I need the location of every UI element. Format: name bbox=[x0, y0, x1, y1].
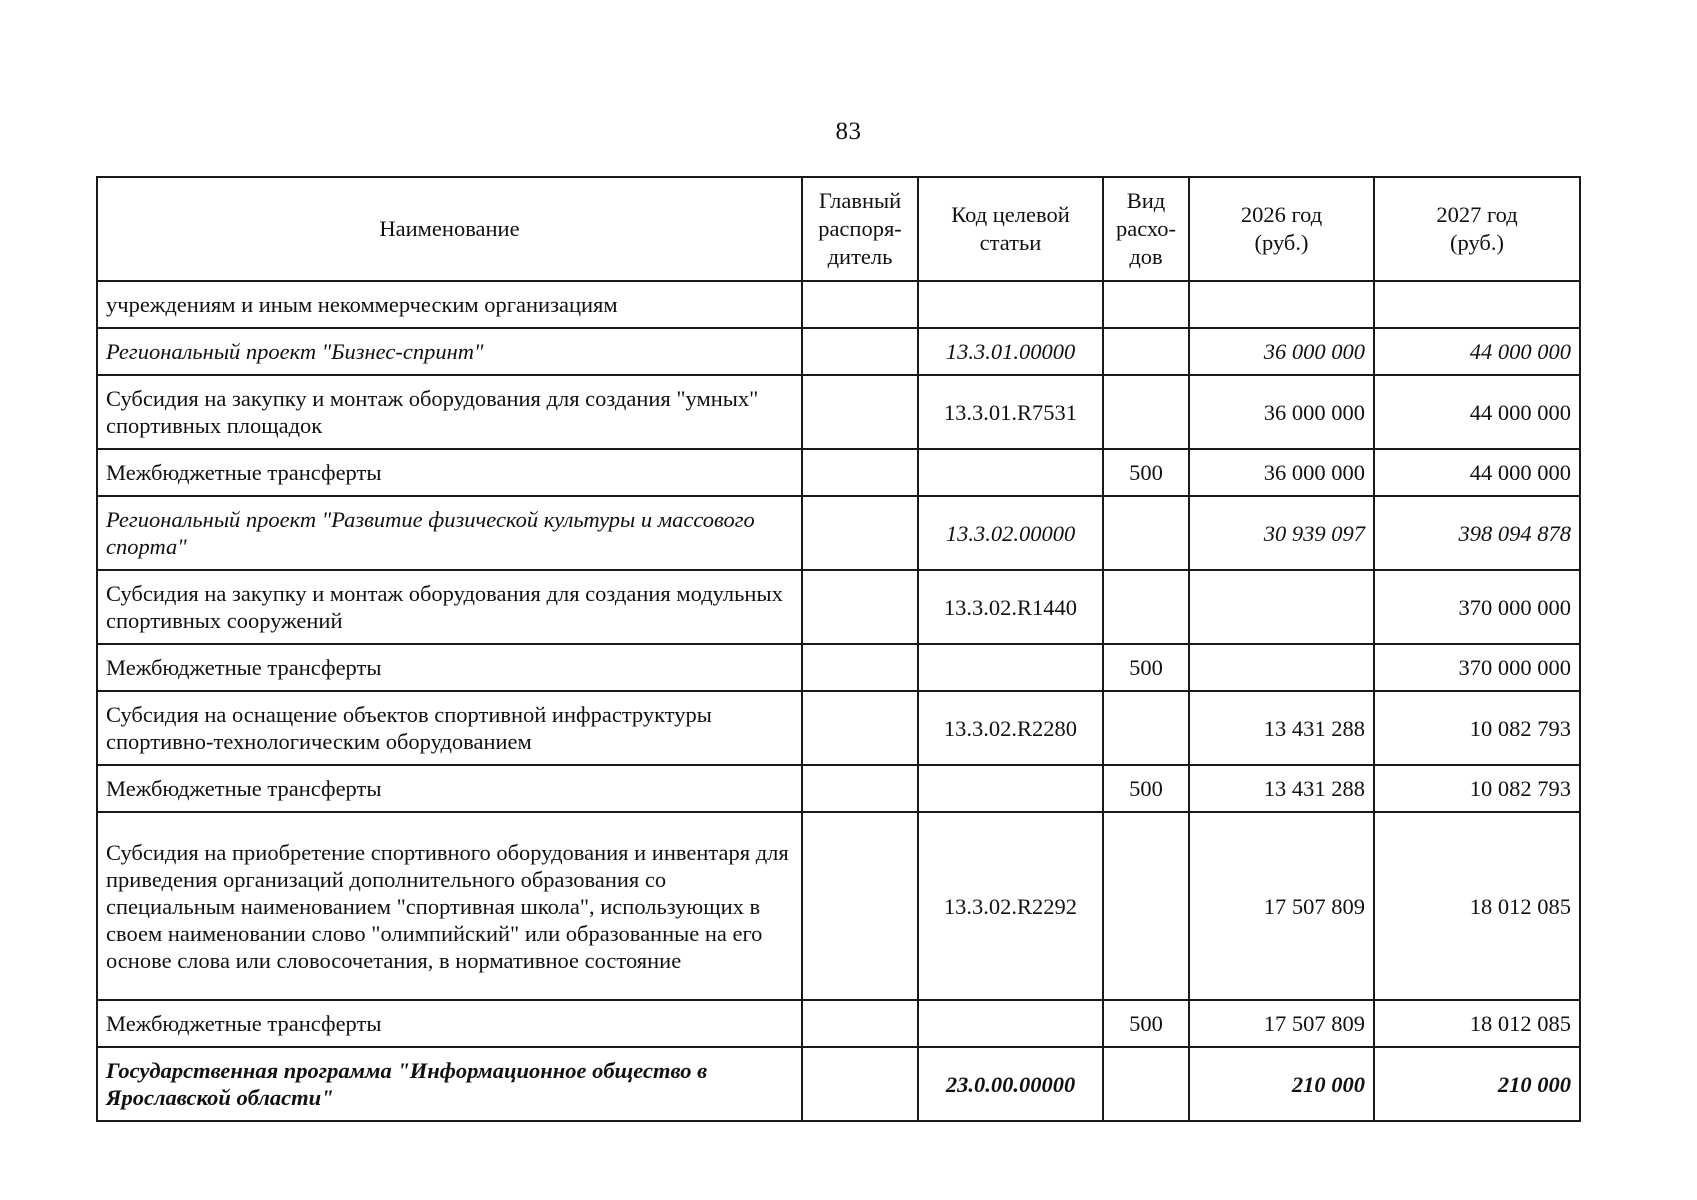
cell-2026: 36 000 000 bbox=[1189, 375, 1374, 449]
cell-kod: 13.3.01.R7531 bbox=[918, 375, 1103, 449]
table-header-row bbox=[97, 177, 1580, 281]
cell-vid bbox=[1103, 570, 1189, 644]
cell-2027: 10 082 793 bbox=[1374, 765, 1580, 812]
cell-name: Субсидия на закупку и монтаж оборудования для создания модульных спортивных сооружений bbox=[97, 570, 802, 644]
cell-2026: 17 507 809 bbox=[1189, 812, 1374, 1000]
table-row bbox=[97, 691, 1580, 765]
cell-glavny bbox=[802, 570, 918, 644]
cell-vid: 500 bbox=[1103, 1000, 1189, 1047]
header-2026: 2026 год (руб.) bbox=[1189, 177, 1374, 281]
cell-2027: 370 000 000 bbox=[1374, 570, 1580, 644]
cell-glavny bbox=[802, 281, 918, 328]
cell-2027: 44 000 000 bbox=[1374, 328, 1580, 375]
cell-2026: 13 431 288 bbox=[1189, 691, 1374, 765]
cell-kod: 13.3.02.R2280 bbox=[918, 691, 1103, 765]
page-number: 83 bbox=[835, 118, 862, 145]
cell-vid bbox=[1103, 812, 1189, 1000]
cell-kod bbox=[918, 1000, 1103, 1047]
cell-kod bbox=[918, 644, 1103, 691]
table-row bbox=[97, 570, 1580, 644]
cell-vid bbox=[1103, 691, 1189, 765]
cell-vid: 500 bbox=[1103, 644, 1189, 691]
table-row bbox=[97, 644, 1580, 691]
cell-kod: 13.3.02.R2292 bbox=[918, 812, 1103, 1000]
cell-kod bbox=[918, 281, 1103, 328]
cell-glavny bbox=[802, 375, 918, 449]
cell-glavny bbox=[802, 812, 918, 1000]
cell-2027: 44 000 000 bbox=[1374, 449, 1580, 496]
cell-2027: 210 000 bbox=[1374, 1047, 1580, 1121]
table-row bbox=[97, 449, 1580, 496]
table-row bbox=[97, 281, 1580, 328]
cell-2026: 13 431 288 bbox=[1189, 765, 1374, 812]
cell-2027: 370 000 000 bbox=[1374, 644, 1580, 691]
cell-glavny bbox=[802, 328, 918, 375]
table-row bbox=[97, 375, 1580, 449]
cell-2027 bbox=[1374, 281, 1580, 328]
cell-2026 bbox=[1189, 281, 1374, 328]
cell-2027: 398 094 878 bbox=[1374, 496, 1580, 570]
table-row bbox=[97, 328, 1580, 375]
cell-name: Межбюджетные трансферты bbox=[97, 644, 802, 691]
cell-name: Субсидия на закупку и монтаж оборудования для создания "умных" спортивных площадок bbox=[97, 375, 802, 449]
cell-2026 bbox=[1189, 570, 1374, 644]
cell-name: Субсидия на оснащение объектов спортивной инфраструктуры спортивно-технологическим оборудованием bbox=[97, 691, 802, 765]
cell-2027: 44 000 000 bbox=[1374, 375, 1580, 449]
cell-vid bbox=[1103, 328, 1189, 375]
cell-kod: 13.3.02.00000 bbox=[918, 496, 1103, 570]
cell-2027: 18 012 085 bbox=[1374, 1000, 1580, 1047]
header-glavny: Главный распоря- дитель bbox=[802, 177, 918, 281]
header-2027: 2027 год (руб.) bbox=[1374, 177, 1580, 281]
table-row bbox=[97, 765, 1580, 812]
cell-glavny bbox=[802, 1000, 918, 1047]
header-kod: Код целевой статьи bbox=[918, 177, 1103, 281]
cell-2026: 36 000 000 bbox=[1189, 449, 1374, 496]
cell-vid bbox=[1103, 496, 1189, 570]
cell-glavny bbox=[802, 765, 918, 812]
header-name: Наименование bbox=[97, 177, 802, 281]
cell-name: учреждениям и иным некоммерческим организациям bbox=[97, 281, 802, 328]
cell-2026: 36 000 000 bbox=[1189, 328, 1374, 375]
cell-2027: 18 012 085 bbox=[1374, 812, 1580, 1000]
cell-name: Межбюджетные трансферты bbox=[97, 765, 802, 812]
table-row bbox=[97, 1000, 1580, 1047]
cell-name: Региональный проект "Бизнес-спринт" bbox=[97, 328, 802, 375]
cell-vid bbox=[1103, 281, 1189, 328]
budget-table bbox=[96, 176, 1581, 1122]
cell-kod bbox=[918, 449, 1103, 496]
header-vid: Вид расхо- дов bbox=[1103, 177, 1189, 281]
cell-glavny bbox=[802, 691, 918, 765]
cell-2027: 10 082 793 bbox=[1374, 691, 1580, 765]
cell-2026: 210 000 bbox=[1189, 1047, 1374, 1121]
cell-name: Межбюджетные трансферты bbox=[97, 449, 802, 496]
table-row bbox=[97, 812, 1580, 1000]
cell-2026 bbox=[1189, 644, 1374, 691]
cell-vid bbox=[1103, 1047, 1189, 1121]
cell-vid: 500 bbox=[1103, 449, 1189, 496]
table-row bbox=[97, 1047, 1580, 1121]
cell-kod: 13.3.01.00000 bbox=[918, 328, 1103, 375]
cell-kod: 13.3.02.R1440 bbox=[918, 570, 1103, 644]
table-row bbox=[97, 496, 1580, 570]
table-body bbox=[97, 281, 1580, 1121]
cell-glavny bbox=[802, 1047, 918, 1121]
cell-kod: 23.0.00.00000 bbox=[918, 1047, 1103, 1121]
cell-glavny bbox=[802, 449, 918, 496]
cell-2026: 17 507 809 bbox=[1189, 1000, 1374, 1047]
cell-name: Субсидия на приобретение спортивного оборудования и инвентаря для приведения организаций дополнительного образования со специальным наименованием "спортивная школа", использующих в своем наименовании слово "олимпийский" или образованные на его основе слова или словосочетания, в нормативное состояние bbox=[97, 812, 802, 1000]
cell-vid: 500 bbox=[1103, 765, 1189, 812]
cell-vid bbox=[1103, 375, 1189, 449]
cell-name: Межбюджетные трансферты bbox=[97, 1000, 802, 1047]
cell-2026: 30 939 097 bbox=[1189, 496, 1374, 570]
cell-name: Государственная программа "Информационное общество в Ярославской области" bbox=[97, 1047, 802, 1121]
cell-glavny bbox=[802, 496, 918, 570]
cell-glavny bbox=[802, 644, 918, 691]
cell-kod bbox=[918, 765, 1103, 812]
cell-name: Региональный проект "Развитие физической культуры и массового спорта" bbox=[97, 496, 802, 570]
